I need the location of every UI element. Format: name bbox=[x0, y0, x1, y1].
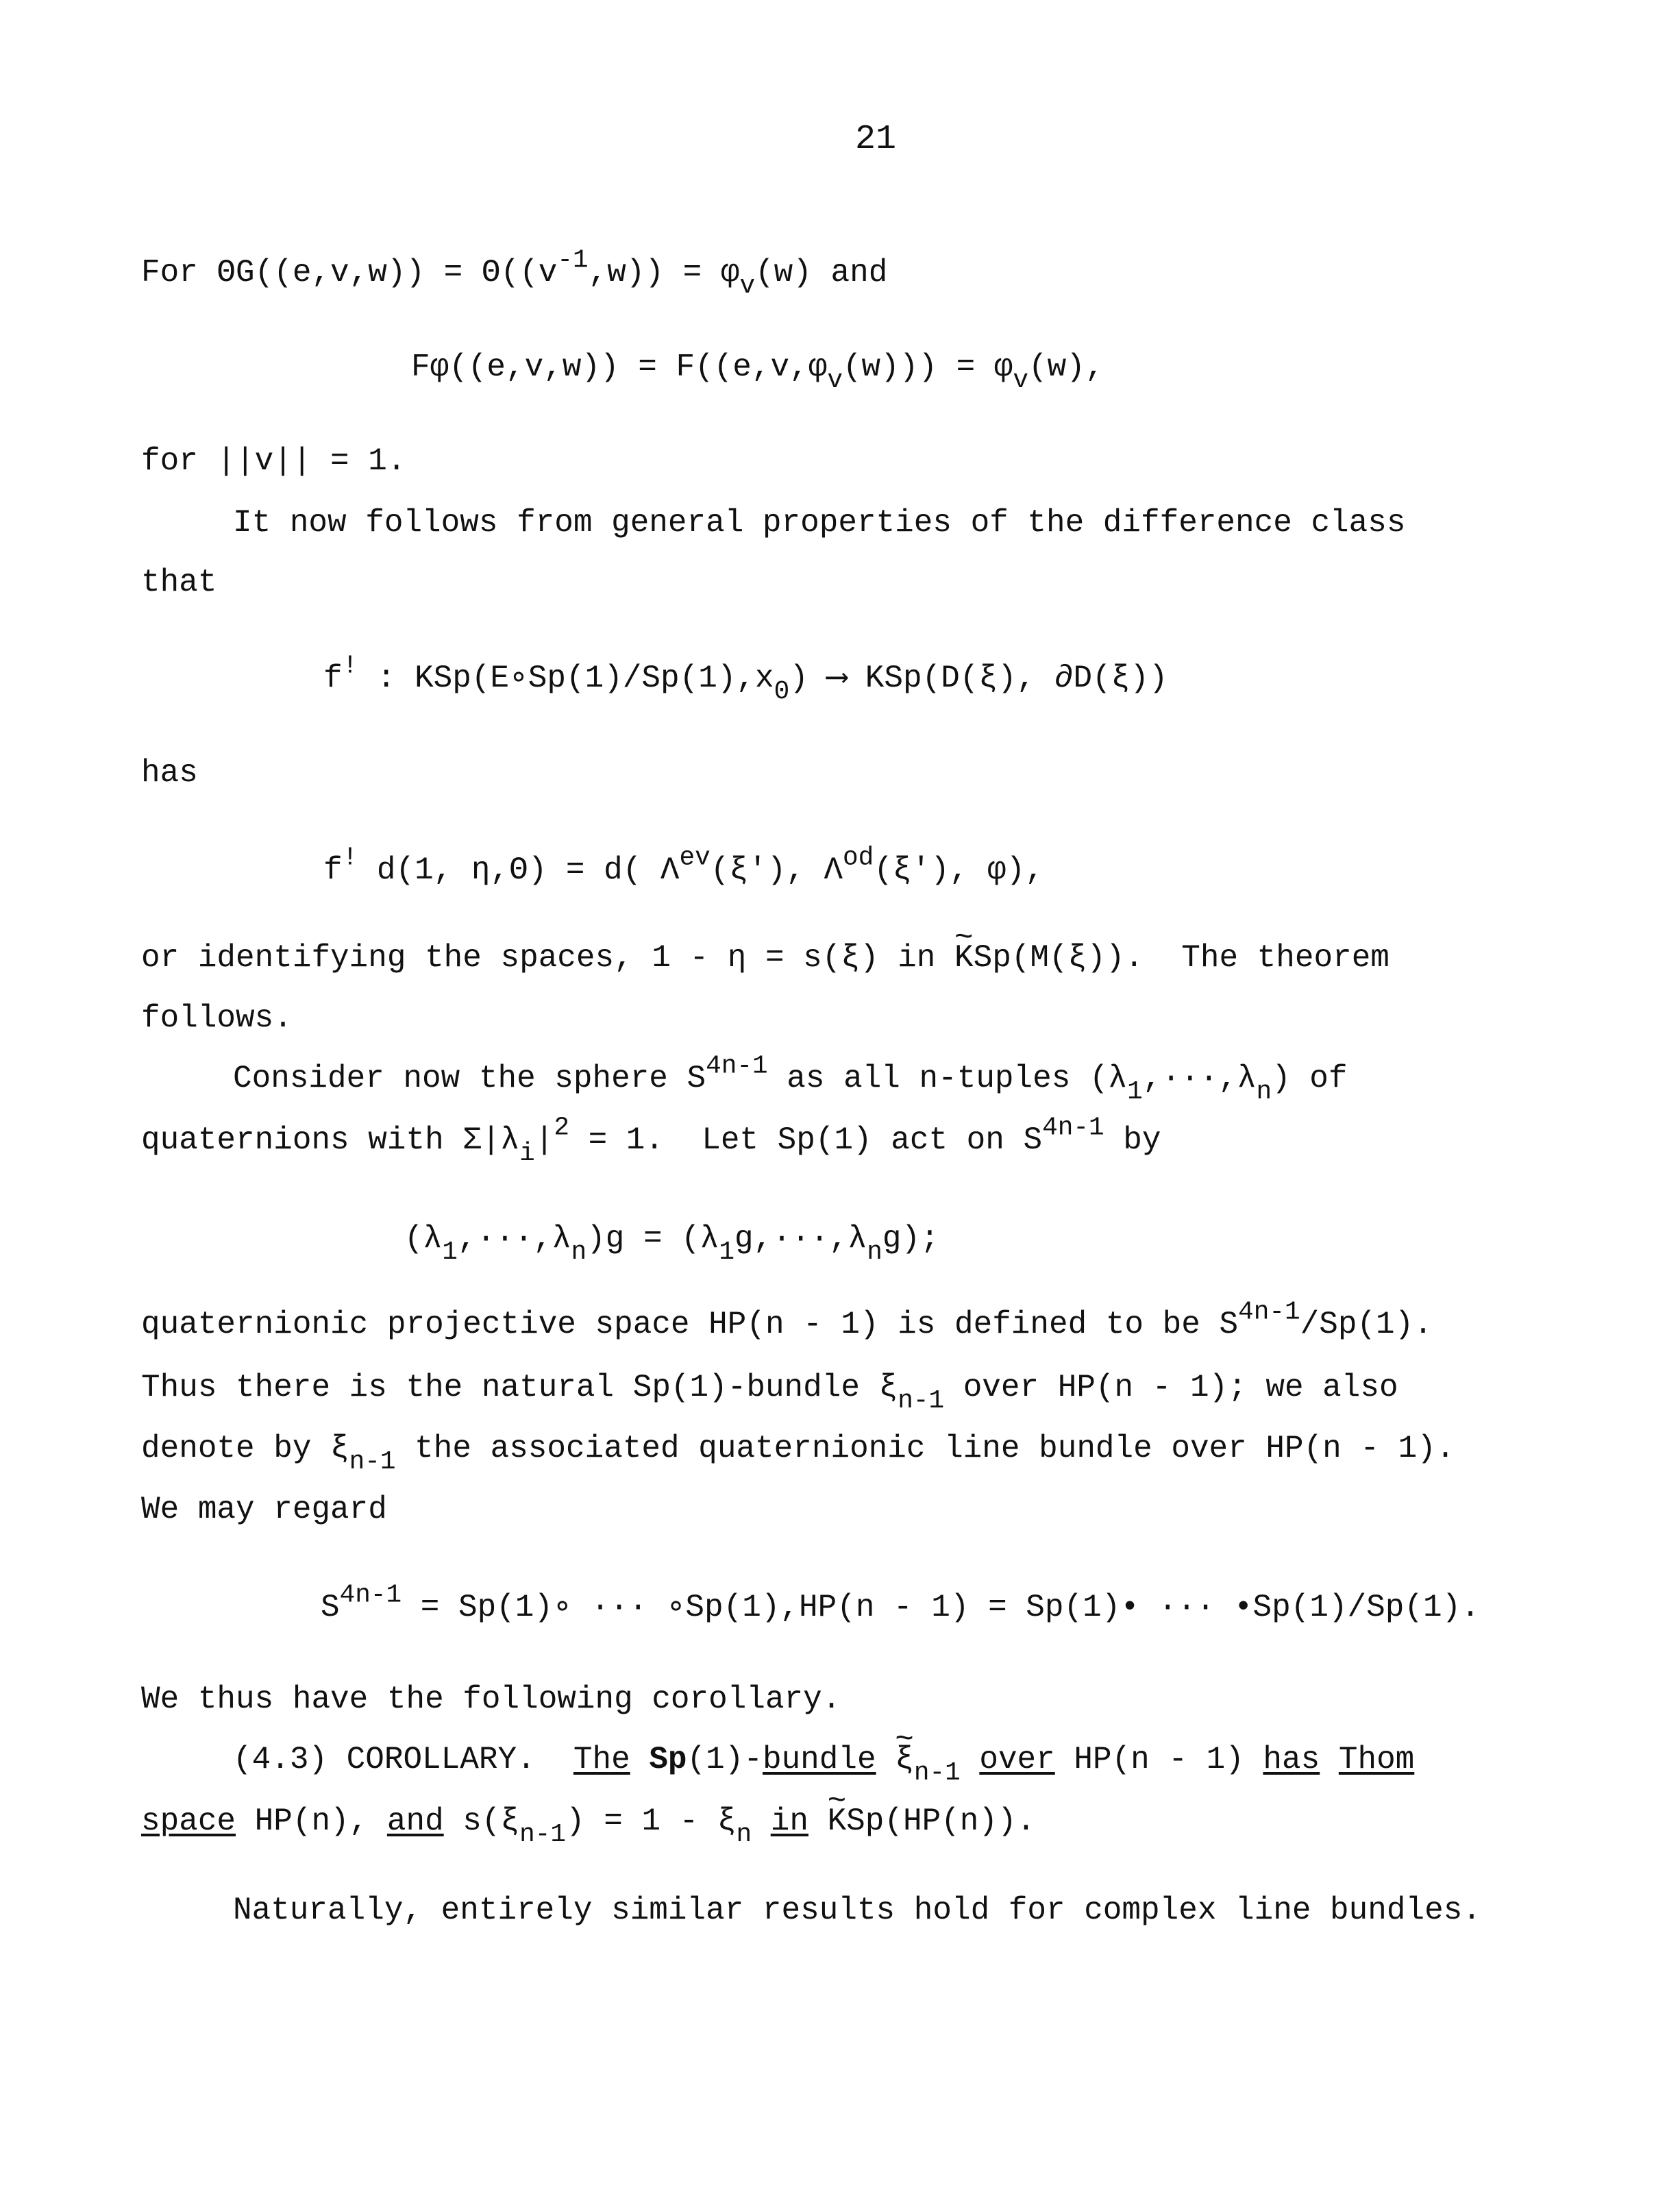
text-line-19: We thus have the following corollary. bbox=[141, 1682, 841, 1717]
text-line-12: quaternions with $\Sigma|\lambda_i|^2 = 1$. Let Sp(1) act on $S^{4n-1}$ by bbox=[141, 1113, 1161, 1168]
text-line-5: that bbox=[141, 565, 217, 600]
text-line-7: has bbox=[141, 755, 198, 791]
text-line-3: for ||v|| = 1. bbox=[141, 443, 406, 479]
corollary-line-20: (4.3) COROLLARY. The Sp(1)-bundle ~ $\xi_{n-1}$ over HP(n - 1) has Thom bbox=[233, 1740, 1414, 1779]
equation-line-8: f! d(1, η,Θ) = d( $\Lambda^{ev}(\xi')$, $\Lambda^{od}(\xi')$, φ), bbox=[323, 843, 1044, 888]
corollary-line-21: space HP(n), and $s(\xi_{n-1}) = 1 - \xi_n$ in ~ KSp(HP(n)). bbox=[141, 1802, 1035, 1840]
text-line-10: follows. bbox=[141, 1000, 293, 1036]
text-line-11: Consider now the sphere $S^{4n-1}$ as all n-tuples $(\lambda_1,\cdot\cdot\cdot,\lambda_n)$ of bbox=[233, 1052, 1348, 1107]
text-line-22: Naturally, entirely similar results hold for complex line bundles. bbox=[233, 1893, 1481, 1928]
page-number: 21 bbox=[855, 120, 897, 159]
text-line-4: It now follows from general properties of the difference class bbox=[233, 505, 1406, 541]
text-line-1: For $\Theta G((e,v,w)) = \Theta((v^{-1},w)) = \varphi_v(w)$ and bbox=[141, 246, 888, 301]
text-line-14: quaternionic projective space HP(n - 1) is defined to be $S^{4n-1}/Sp(1)$. bbox=[141, 1298, 1433, 1342]
equation-line-6: f! : $KSp(E\circ Sp(1)/Sp(1),x_0)$ ⟶ KSp(D(ξ), ∂D(ξ)) bbox=[323, 652, 1168, 706]
text-line-15: Thus there is the natural Sp(1)-bundle $\xi_{n-1}$ over HP(n - 1); we also bbox=[141, 1370, 1398, 1416]
equation-line-13: $(\lambda_1,\cdot\cdot\cdot,\lambda_n)g = (\lambda_1g,\cdot\cdot\cdot,\lambda_ng)$; bbox=[404, 1221, 939, 1267]
equation-line-18: $S^{4n-1}$ = Sp(1)∘ ··· ∘Sp(1),HP(n - 1) = Sp(1)• ··· •Sp(1)/Sp(1). bbox=[321, 1581, 1480, 1625]
text-line-9: or identifying the spaces, 1 - η = s(ξ) in ~ KSp(M(ξ)). The theorem bbox=[141, 939, 1389, 977]
equation-line-2: $F\varphi((e,v,w)) = F((e,v,\varphi_v(w))) = \varphi_v(w)$, bbox=[411, 349, 1104, 395]
text-line-16: denote by $\xi_{n-1}$ the associated quaternionic line bundle over HP(n - 1). bbox=[141, 1431, 1455, 1477]
plain-line-1 bbox=[0, 0, 1, 1]
text-line-17: We may regard bbox=[141, 1492, 387, 1527]
